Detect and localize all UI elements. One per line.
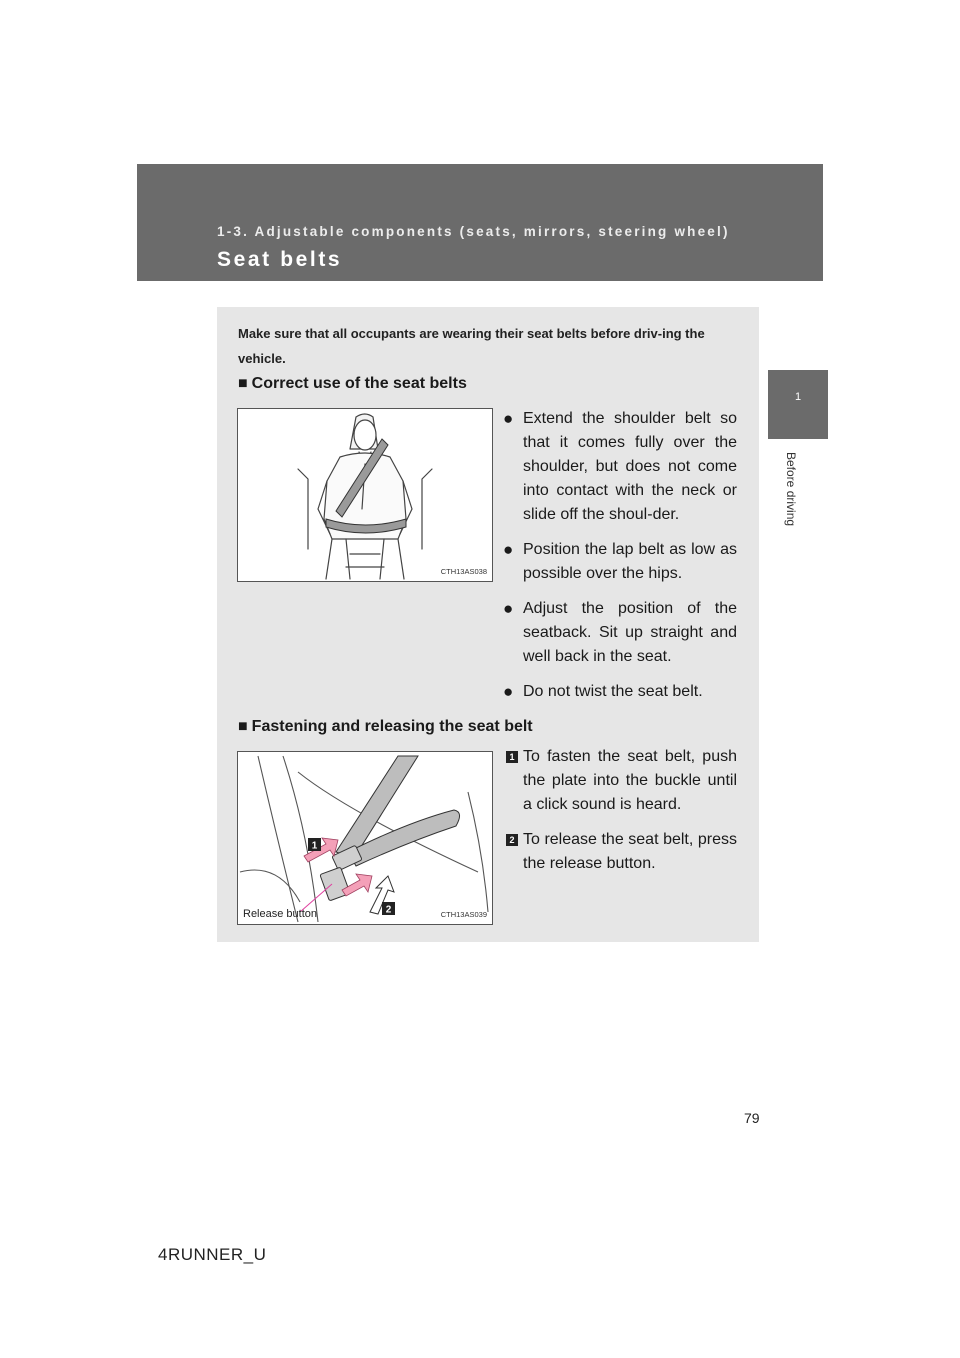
figure-code: CTH13AS039 [440, 910, 487, 919]
figure-seated-person-illustration [237, 408, 493, 582]
bullet-dot-icon: ● [503, 409, 514, 428]
list-item: ● Adjust the position of the seatback. Sit up straight and well back in the seat. [503, 599, 737, 665]
step-number-badge: 2 [506, 834, 518, 846]
section-heading-text: Fastening and releasing the seat belt [251, 718, 533, 735]
page-title: Seat belts [217, 248, 343, 271]
svg-text:1: 1 [311, 840, 318, 852]
section-label: 1-3. Adjustable components (seats, mirrors, steering wheel) [217, 224, 730, 239]
release-button-label: Release button [243, 908, 317, 920]
section-heading-fastening [238, 718, 533, 736]
bullet-dot-icon: ● [503, 682, 514, 701]
chapter-tab[interactable] [768, 370, 828, 439]
list-item: ● Position the lap belt as low as possible over the hips. [503, 540, 737, 582]
chapter-tab-label: Before driving [784, 452, 798, 527]
heading-square-icon: ■ [238, 375, 248, 392]
document-id: 4RUNNER_U [158, 1245, 267, 1264]
figure-buckle-illustration [237, 751, 493, 925]
seated-person-illustration [238, 409, 492, 581]
list-item: ● Extend the shoulder belt so that it comes fully over the shoulder, but does not come into contact with the neck or slide off the shoul-der. [503, 409, 737, 523]
intro-text: Make sure that all occupants are wearing their seat belts before driv-ing the vehicle. [238, 326, 705, 366]
page-number: 79 [744, 1110, 760, 1126]
content-panel [217, 307, 759, 942]
chapter-tab-number: 1 [794, 391, 802, 403]
step-number-badge: 1 [506, 751, 518, 763]
list-item: ● Do not twist the seat belt. [507, 680, 737, 704]
bullet-list [503, 407, 737, 715]
heading-square-icon: ■ [238, 718, 248, 735]
svg-text:2: 2 [385, 904, 392, 916]
list-item: 1 To fasten the seat belt, push the plate into the buckle until a click sound is heard. [507, 745, 737, 817]
bullet-dot-icon: ● [503, 599, 514, 618]
section-heading-correct-use [238, 375, 467, 393]
bullet-dot-icon: ● [503, 540, 514, 559]
figure-code: CTH13AS038 [440, 567, 487, 576]
list-item: 2 To release the seat belt, press the release button. [507, 828, 737, 876]
step-list [507, 745, 737, 887]
buckle-illustration [238, 752, 492, 924]
section-heading-text: Correct use of the seat belts [251, 375, 467, 392]
chapter-header [137, 164, 823, 281]
